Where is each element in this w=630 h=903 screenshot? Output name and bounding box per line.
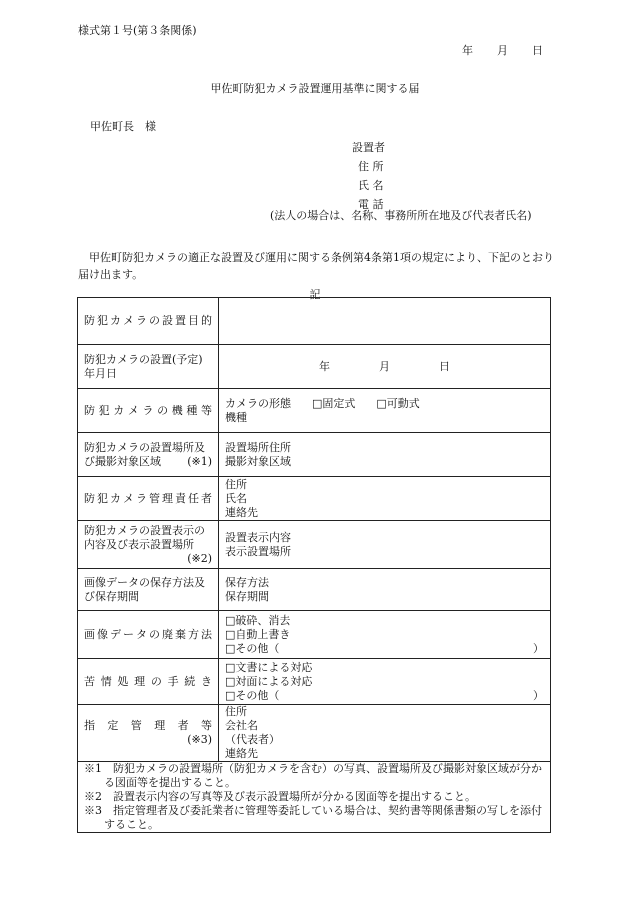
applicant-phone-label: 電 話: [358, 198, 384, 211]
note-3: ※3 指定管理者及び委託業者に管理等委託している場合は、契約書等関係書類の写しを添付すること。: [84, 804, 542, 831]
movable-type-checkbox[interactable]: □可動式: [376, 396, 420, 410]
purpose-label: 防犯カメラの設置目的: [78, 298, 219, 345]
location-label: [78, 433, 219, 477]
display-content-label: 設置表示内容: [225, 530, 291, 544]
designated-contact-label: 連絡先: [225, 747, 258, 760]
designated-label-text: 指定管理者等: [84, 719, 212, 732]
location-field[interactable]: [219, 433, 551, 477]
table-row: [78, 389, 551, 433]
table-row: [78, 521, 551, 569]
applicant-address-label: 住 所: [358, 160, 384, 173]
model-label: 防犯カメラの機種等: [78, 389, 219, 433]
application-form-table: [77, 297, 551, 833]
manager-name-label: 氏名: [225, 491, 247, 505]
manager-address-label: 住所: [225, 477, 247, 491]
coverage-area-label: 撮影対象区域: [225, 454, 291, 468]
date-label: [78, 345, 219, 389]
storage-label: [78, 569, 219, 611]
table-row: [78, 705, 551, 762]
submission-date: [462, 45, 543, 56]
disposal-other-close: ）: [533, 641, 544, 655]
designated-address-label: 住所: [225, 705, 247, 718]
table-row: [78, 762, 551, 833]
model-name-label[interactable]: 機種: [225, 410, 247, 424]
install-day-label: 日: [439, 359, 450, 373]
applicant-role: 設置者: [352, 141, 385, 154]
notes-cell: [78, 762, 551, 833]
complaint-other-checkbox[interactable]: □その他（: [225, 688, 280, 702]
table-row: [78, 298, 551, 345]
display-field[interactable]: [219, 521, 551, 569]
table-row: [78, 611, 551, 659]
complaint-field: [219, 659, 551, 705]
date-year-label: 年: [462, 44, 473, 57]
date-day-label: 日: [532, 44, 543, 57]
install-month-label: 月: [379, 359, 390, 373]
manager-field[interactable]: [219, 477, 551, 521]
designated-label: [78, 705, 219, 762]
complaint-other-close: ）: [533, 688, 544, 702]
date-label-line1: 防犯カメラの設置(予定): [84, 352, 203, 366]
table-row: [78, 477, 551, 521]
representative-label: （代表者）: [225, 733, 280, 746]
complaint-label: 苦情処理の手続き: [78, 659, 219, 705]
storage-field[interactable]: [219, 569, 551, 611]
date-month-label: 月: [497, 44, 508, 57]
disposal-label: 画像データの廃棄方法: [78, 611, 219, 659]
table-row: [78, 569, 551, 611]
document-title: 甲佐町防犯カメラ設置運用基準に関する届: [210, 82, 420, 95]
camera-form-label: カメラの形態: [225, 396, 291, 410]
storage-method-label: 保存方法: [225, 575, 269, 589]
disposal-other-checkbox[interactable]: □その他（: [225, 641, 280, 655]
purpose-field[interactable]: [219, 298, 551, 345]
disposal-field: [219, 611, 551, 659]
ki-heading: 記: [309, 288, 321, 301]
note-2: ※2 設置表示内容の写真等及び表示設置場所が分かる図面等を提出すること。: [84, 790, 476, 803]
table-row: [78, 433, 551, 477]
shred-erase-checkbox[interactable]: □破砕、消去: [225, 613, 291, 627]
designated-field[interactable]: [219, 705, 551, 762]
in-person-response-checkbox[interactable]: □対面による対応: [225, 674, 313, 688]
display-location-label: 表示設置場所: [225, 544, 291, 558]
storage-period-label: 保存期間: [225, 589, 269, 603]
table-row: [78, 345, 551, 389]
install-address-label: 設置場所住所: [225, 440, 291, 454]
install-date-field[interactable]: [219, 345, 551, 389]
note-mark-2: (※2): [187, 551, 212, 565]
date-label-line2: 年月日: [84, 366, 117, 380]
install-year-label: 年: [319, 359, 330, 373]
location-label-line2: び撮影対象区域: [84, 454, 161, 468]
model-field: [219, 389, 551, 433]
location-label-line1: 防犯カメラの設置場所及: [84, 440, 205, 454]
manager-label: 防犯カメラ管理責任者: [78, 477, 219, 521]
manager-contact-label: 連絡先: [225, 505, 258, 519]
form-number: 様式第１号(第３条関係): [78, 24, 197, 37]
storage-label-line1: 画像データの保存方法及: [84, 575, 205, 589]
body-text: 甲佐町防犯カメラの適正な設置及び運用に関する条例第4条第1項の規定により、下記のとおり届け出ます。: [78, 251, 554, 281]
note-mark-1: (※1): [187, 454, 212, 468]
addressee: 甲佐町長 様: [90, 120, 156, 133]
table-row: [78, 659, 551, 705]
note-1: ※1 防犯カメラの設置場所（防犯カメラを含む）の写真、設置場所及び撮影対象区域が分かる図面等を提出すること。: [84, 762, 542, 789]
applicant-block: [352, 138, 385, 214]
note-mark-3: (※3): [187, 733, 212, 746]
corporation-note: (法人の場合は、名称、事務所所在地及び代表者氏名): [270, 209, 532, 222]
display-label: [78, 521, 219, 569]
storage-label-line2: び保存期間: [84, 589, 139, 603]
fixed-type-checkbox[interactable]: □固定式: [312, 396, 356, 410]
display-label-line2: 内容及び表示設置場所: [84, 537, 194, 551]
display-label-line1: 防犯カメラの設置表示の: [84, 523, 205, 537]
auto-overwrite-checkbox[interactable]: □自動上書き: [225, 627, 291, 641]
written-response-checkbox[interactable]: □文書による対応: [225, 660, 313, 674]
company-name-label: 会社名: [225, 719, 258, 732]
applicant-name-label: 氏 名: [358, 179, 384, 192]
